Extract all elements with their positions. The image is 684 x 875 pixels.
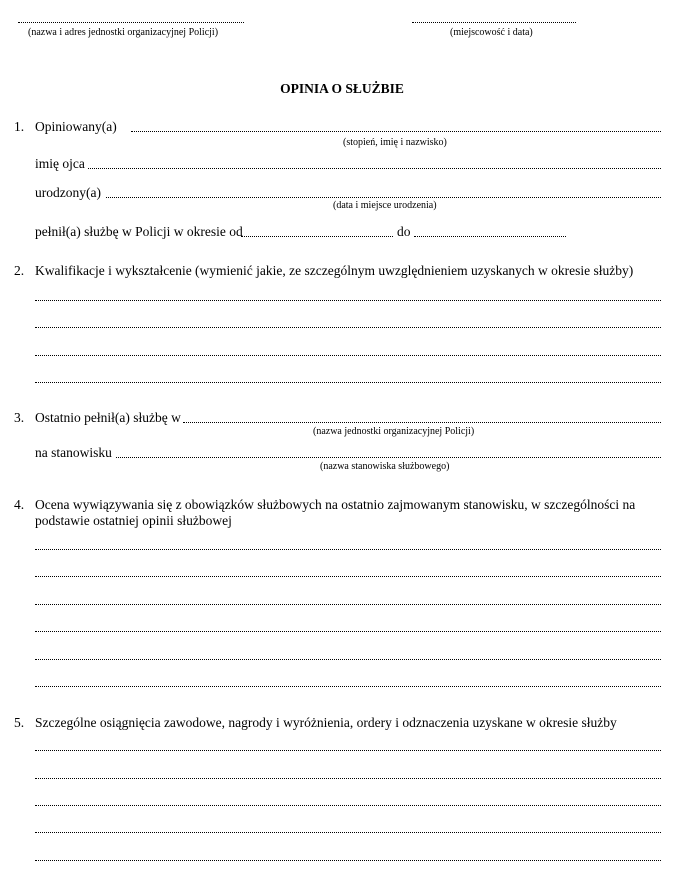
section-1-number: 1. xyxy=(14,119,25,134)
opiniowany-label: Opiniowany(a) xyxy=(35,119,117,134)
section-5-line[interactable] xyxy=(35,824,661,833)
father-name-field[interactable] xyxy=(88,159,661,169)
section-2-text: Kwalifikacje i wykształcenie (wymienić jakie, ze szczególnym uwzględnieniem uzyskanych w okresie służby) xyxy=(35,263,634,278)
section-2-number: 2. xyxy=(14,263,25,278)
service-to-field[interactable] xyxy=(414,227,566,237)
service-label: pełnił(a) służbę w Policji w okresie od xyxy=(35,224,243,239)
section-5-line[interactable] xyxy=(35,770,661,779)
section-4-number: 4. xyxy=(14,497,25,512)
section-2-line[interactable] xyxy=(35,374,661,383)
section-4-line[interactable] xyxy=(35,541,661,550)
father-label: imię ojca xyxy=(35,156,85,171)
section-4-line[interactable] xyxy=(35,568,661,577)
section-4-text: Ocena wywiązywania się z obowiązków służbowych na ostatnio zajmowanym stanowisku, w szczególności na podstawie ostatniej opinii służbowej xyxy=(35,497,636,528)
served-unit-field[interactable] xyxy=(183,413,661,423)
section-5-number: 5. xyxy=(14,715,25,730)
born-caption: (data i miejsce urodzenia) xyxy=(333,200,437,211)
service-to-label: do xyxy=(397,224,411,239)
section-5-text: Szczególne osiągnięcia zawodowe, nagrody i wyróżnienia, ordery i odznaczenia uzyskane w okresie służby xyxy=(35,715,617,730)
opiniowany-caption: (stopień, imię i nazwisko) xyxy=(343,137,447,148)
service-from-field[interactable] xyxy=(241,227,393,237)
born-field[interactable] xyxy=(106,188,661,198)
section-2-line[interactable] xyxy=(35,319,661,328)
served-unit-caption: (nazwa jednostki organizacyjnej Policji) xyxy=(313,426,475,437)
section-4-line[interactable] xyxy=(35,678,661,687)
section-2-line[interactable] xyxy=(35,347,661,356)
section-4-line[interactable] xyxy=(35,623,661,632)
section-4-line[interactable] xyxy=(35,596,661,605)
opiniowany-field[interactable] xyxy=(131,122,661,132)
section-3-number: 3. xyxy=(14,410,25,425)
position-label: na stanowisku xyxy=(35,445,112,460)
section-5-line[interactable] xyxy=(35,797,661,806)
served-label: Ostatnio pełnił(a) służbę w xyxy=(35,410,181,425)
section-2-line[interactable] xyxy=(35,292,661,301)
position-field[interactable] xyxy=(116,448,661,458)
section-5-line[interactable] xyxy=(35,852,661,861)
section-4-line[interactable] xyxy=(35,651,661,660)
born-label: urodzony(a) xyxy=(35,185,101,200)
section-5-line[interactable] xyxy=(35,742,661,751)
unit-name-field[interactable] xyxy=(18,14,244,23)
position-caption: (nazwa stanowiska służbowego) xyxy=(320,461,450,472)
place-date-field[interactable] xyxy=(412,14,576,23)
place-date-caption: (miejscowość i data) xyxy=(450,27,533,38)
document-title: OPINIA O SŁUŻBIE xyxy=(280,81,404,96)
unit-caption: (nazwa i adres jednostki organizacyjnej Policji) xyxy=(28,27,219,38)
